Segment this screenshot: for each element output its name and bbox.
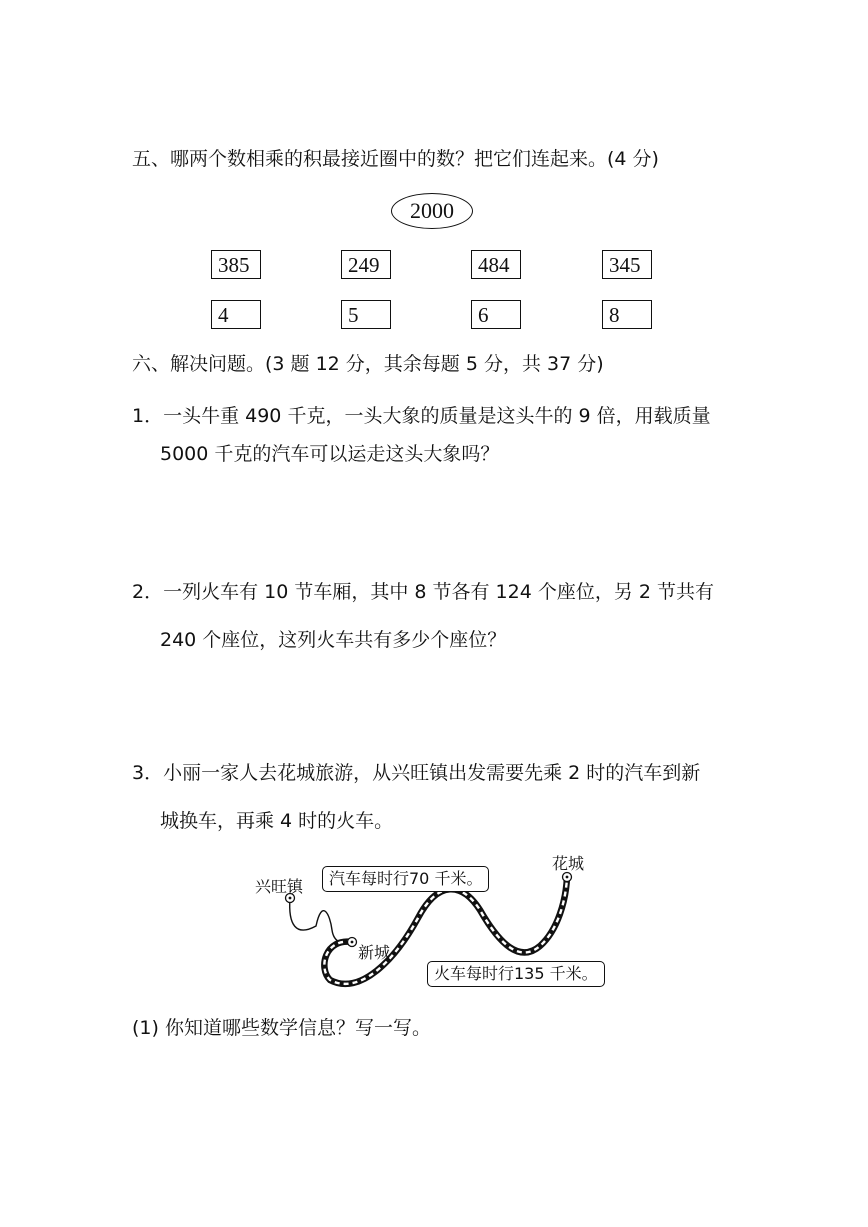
target-number: 2000 — [410, 198, 454, 223]
section5-heading: 五、哪两个数相乘的积最接近圈中的数？把它们连起来。(4 分) — [132, 148, 659, 170]
bottom-number-box[interactable]: 6 — [471, 300, 521, 329]
top-number-box[interactable]: 249 — [341, 250, 391, 279]
question-2-line2: 240 个座位，这列火车共有多少个座位？ — [160, 629, 507, 651]
question-3-text: 小丽一家人去花城旅游，从兴旺镇出发需要先乘 2 时的汽车到新 — [163, 762, 701, 784]
bottom-number-box[interactable]: 4 — [211, 300, 261, 329]
question-1-text: 一头牛重 490 千克，一头大象的质量是这头牛的 9 倍，用载质量 — [163, 405, 711, 427]
question-2-number: 2． — [132, 581, 164, 603]
start-station-label: 兴旺镇 — [255, 877, 304, 896]
bottom-number-box[interactable]: 8 — [602, 300, 652, 329]
top-number-box[interactable]: 385 — [211, 250, 261, 279]
transfer-station-label: 新城 — [358, 943, 391, 962]
bus-speed-note: 汽车每时行70 千米。 — [322, 866, 489, 892]
question-1-number: 1． — [132, 405, 164, 427]
top-number-box[interactable]: 345 — [602, 250, 652, 279]
bottom-number-box[interactable]: 5 — [341, 300, 391, 329]
question-1-line2: 5000 千克的汽车可以运走这头大象吗？ — [160, 443, 500, 465]
question-3-line2: 城换车，再乘 4 时的火车。 — [160, 810, 394, 832]
section6-heading: 六、解决问题。(3 题 12 分，其余每题 5 分，共 37 分) — [132, 353, 604, 375]
station-xincheng-marker — [348, 938, 357, 947]
train-speed-note: 火车每时行135 千米。 — [427, 961, 605, 987]
end-station-label: 花城 — [552, 854, 585, 873]
bus-road — [290, 898, 352, 943]
question-2-text: 一列火车有 10 节车厢，其中 8 节各有 124 个座位，另 2 节共有 — [163, 581, 715, 603]
question-3-sub1: (1) 你知道哪些数学信息？写一写。 — [132, 1017, 431, 1039]
top-number-box[interactable]: 484 — [471, 250, 521, 279]
question-3-number: 3． — [132, 762, 164, 784]
